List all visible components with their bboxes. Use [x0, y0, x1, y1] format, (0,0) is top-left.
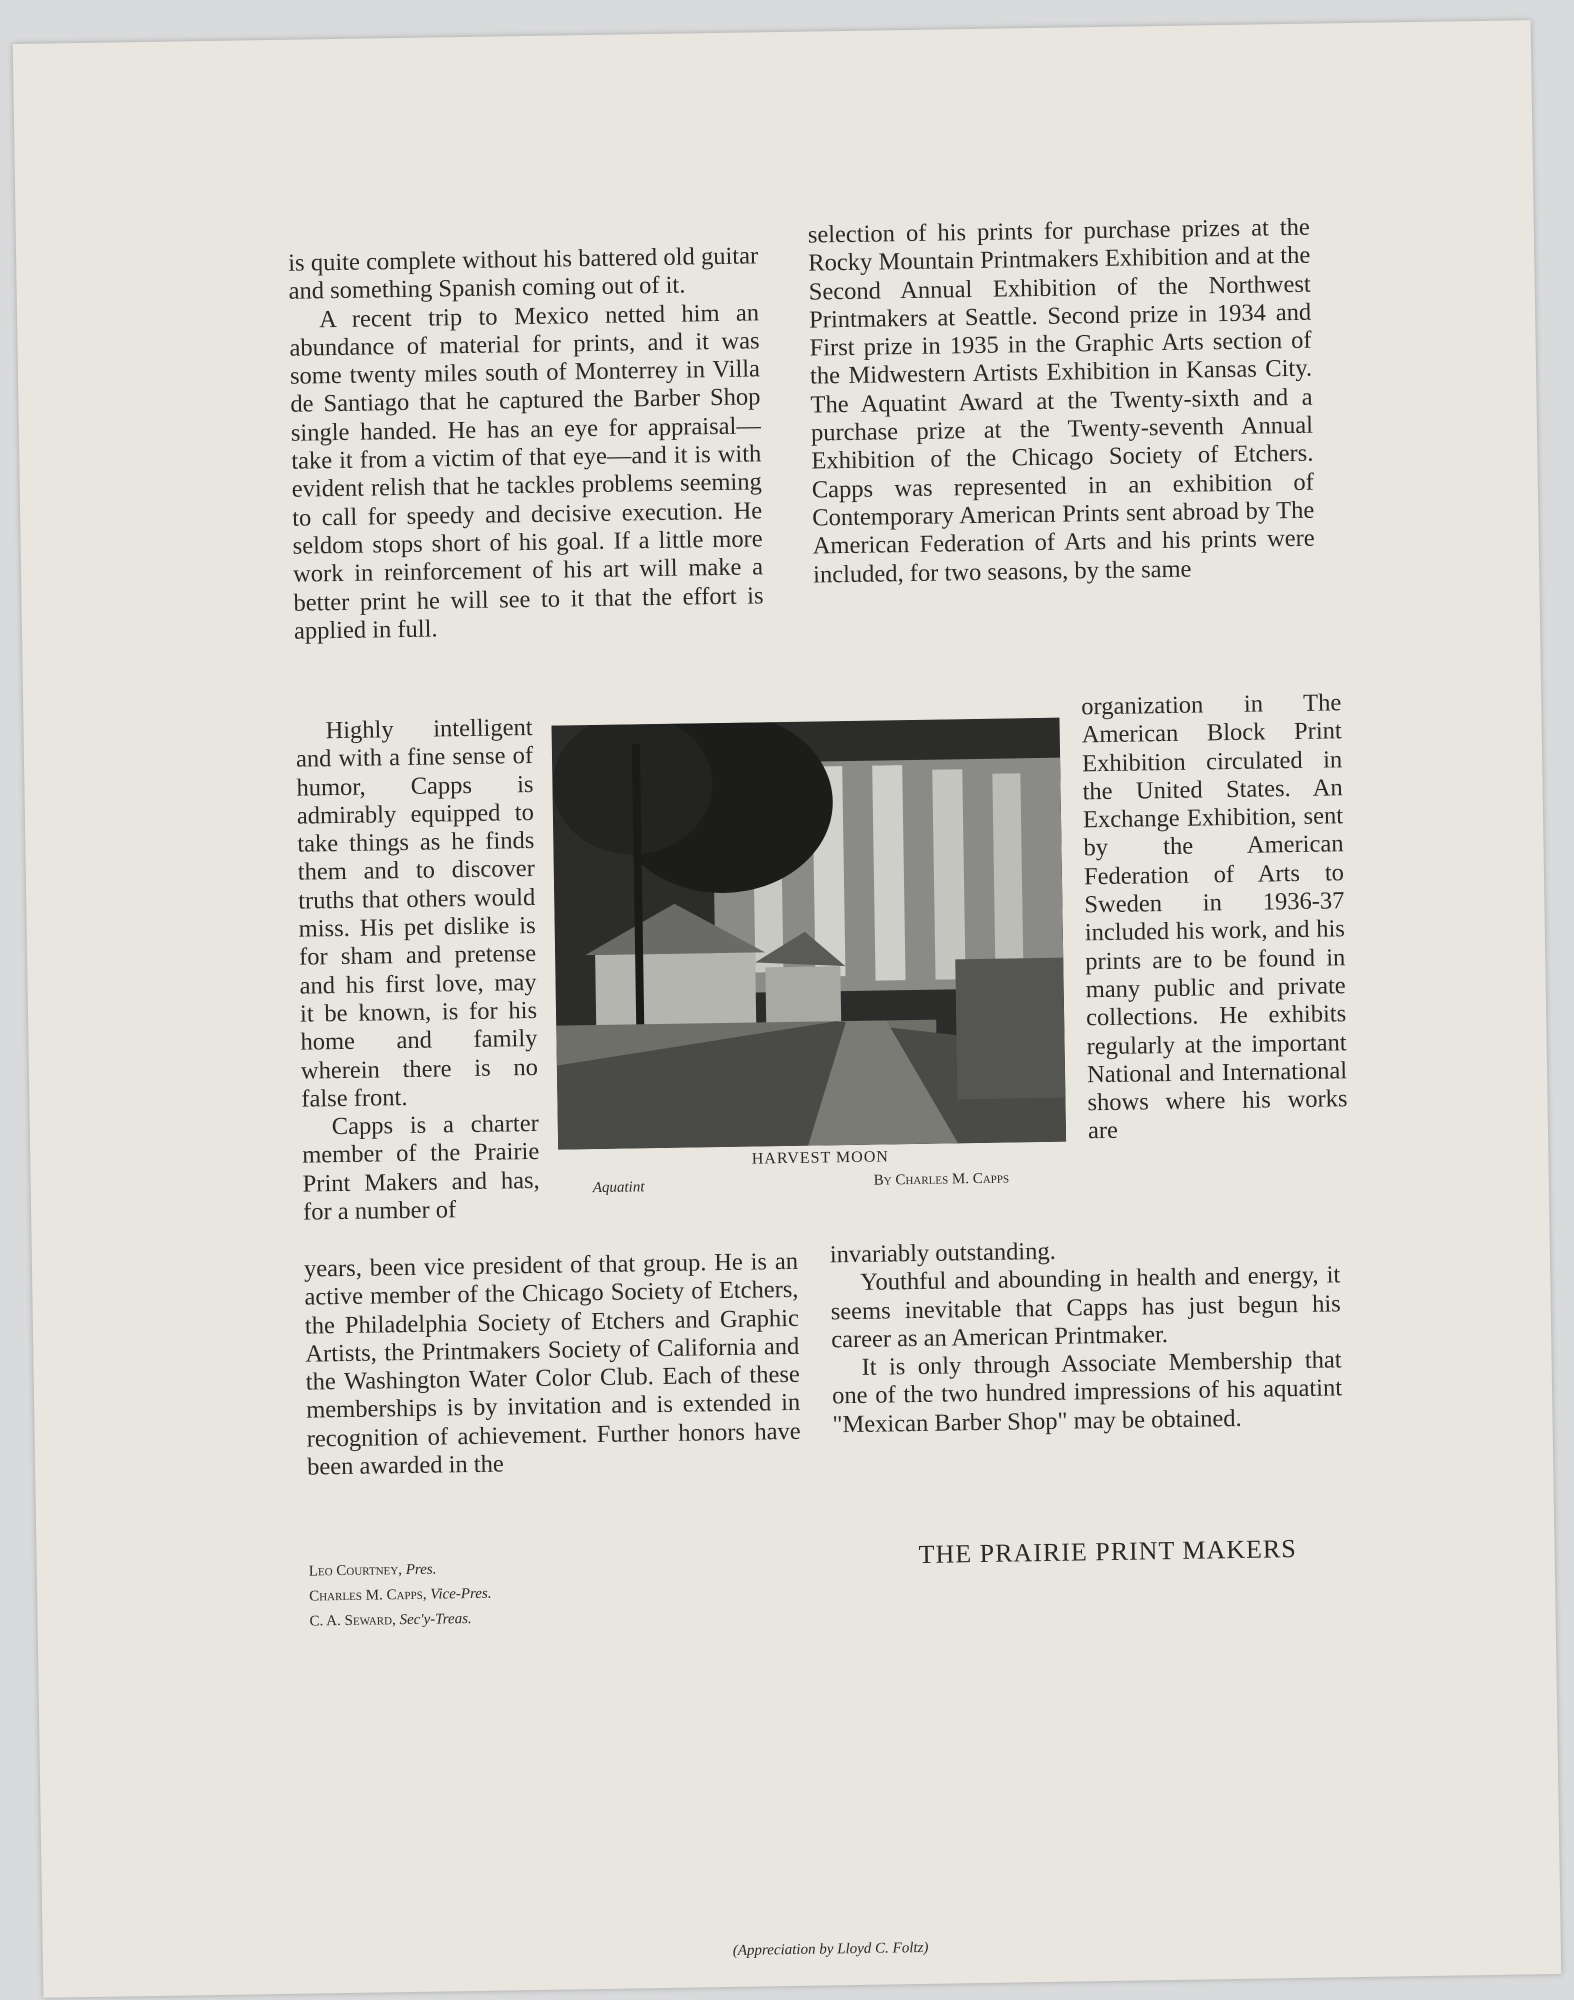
article-right-mid [1081, 689, 1348, 1146]
article-left-bottom [304, 1248, 801, 1482]
paragraph: Highly intelligent and with a fine sense of humor, Capps is admirably equipped to take things as he finds them and to discover truths that others would miss. His pet dislike is for sham and pretense and his first love, may it be known, is for his home and family wherein there is no false front. [295, 713, 539, 1113]
officer-line [309, 1582, 492, 1610]
organization-title: THE PRAIRIE PRINT MAKERS [918, 1534, 1297, 1569]
paragraph: selection of his prints for purchase prizes at the Rocky Mountain Printmakers Exhibition and at the Second Annual Exhibition of the Northwest Printmakers at Seattle. Second prize in 1934 and First prize in 1935 in the Graphic Arts section of the Midwestern Artists Exhibition in Kansas City. The Aquatint Award at the Twenty-sixth and a purchase prize at the Twenty-seventh Annual Exhibition of the Chicago Society of Etchers. Capps was represented in an exhibition of Contemporary American Prints sent abroad by The American Federation of Arts and his prints were included, for two seasons, by the same [807, 213, 1315, 589]
officer-name: Leo Courtney, [308, 1562, 403, 1580]
officer-role: Pres. [405, 1561, 437, 1579]
officers-list [309, 1557, 493, 1635]
paragraph: invariably outstanding. [829, 1237, 1056, 1269]
officer-role: Sec'y-Treas. [399, 1611, 472, 1629]
paragraph: years, been vice president of that group. He is an active member of the Chicago Society of Etchers, the Philadelphia Society of Etchers and Graphic Artists, the Printmakers Society of California and the Washington Water Color Club. Each of these memberships is by invitation and is extended in recognition of achievement. Further honors have been awarded in the [303, 1247, 801, 1481]
paragraph: Capps is a charter member of the Prairie Print Makers and has, for a number of [302, 1110, 540, 1226]
figure-credit: By Charles M. Capps [873, 1170, 1010, 1189]
article-left-top [288, 242, 764, 645]
paragraph: It is only through Associate Membership that one of the two hundred impressions of his aquatint "Mexican Barber Shop" may be obtained. [831, 1346, 1343, 1439]
figure-title: HARVEST MOON [751, 1148, 890, 1168]
harvest-moon-illustration [552, 718, 1067, 1150]
officer-line [309, 1557, 492, 1585]
paragraph: is quite complete without his battered old guitar and something Spanish coming out of it. [288, 242, 759, 306]
appreciation-credit: (Appreciation by Lloyd C. Foltz) [732, 1939, 929, 1959]
officer-line [309, 1607, 492, 1635]
officer-role: Vice-Pres. [430, 1585, 492, 1603]
article-left-mid [295, 714, 540, 1227]
officer-name: C. A. Seward, [309, 1612, 396, 1630]
paragraph: Youthful and abounding in health and energy, it seems inevitable that Capps has just begun his career as an American Printmaker. [830, 1261, 1341, 1354]
document-page [13, 20, 1562, 1998]
paragraph: organization in The American Block Print Exhibition circulated in the United States. An Exchange Exhibition, sent by the American Federation of Arts to Sweden in 1936-37 included his work, and his prints are to be found in many public and private collections. He exhibits regularly at the important National and International shows where his works are [1081, 689, 1348, 1145]
harvest-moon-print [552, 718, 1067, 1150]
figure-medium: Aquatint [592, 1179, 645, 1197]
article-right-bottom [830, 1233, 1343, 1439]
article-right-top [808, 214, 1316, 590]
officer-name: Charles M. Capps, [309, 1586, 427, 1605]
paragraph: A recent trip to Mexico netted him an abundance of material for prints, and it was some twenty miles south of Monterrey in Villa de Santiago that he captured the Barber Shop single handed. He has an eye for appraisal—take it from a victim of that eye—and it is with evident relish that he tackles problems seeming to call for speedy and decisive execution. He seldom stops short of his goal. If a little more work in reinforcement of his art will make a better print he will see to it that the effort is applied in full. [289, 298, 764, 645]
